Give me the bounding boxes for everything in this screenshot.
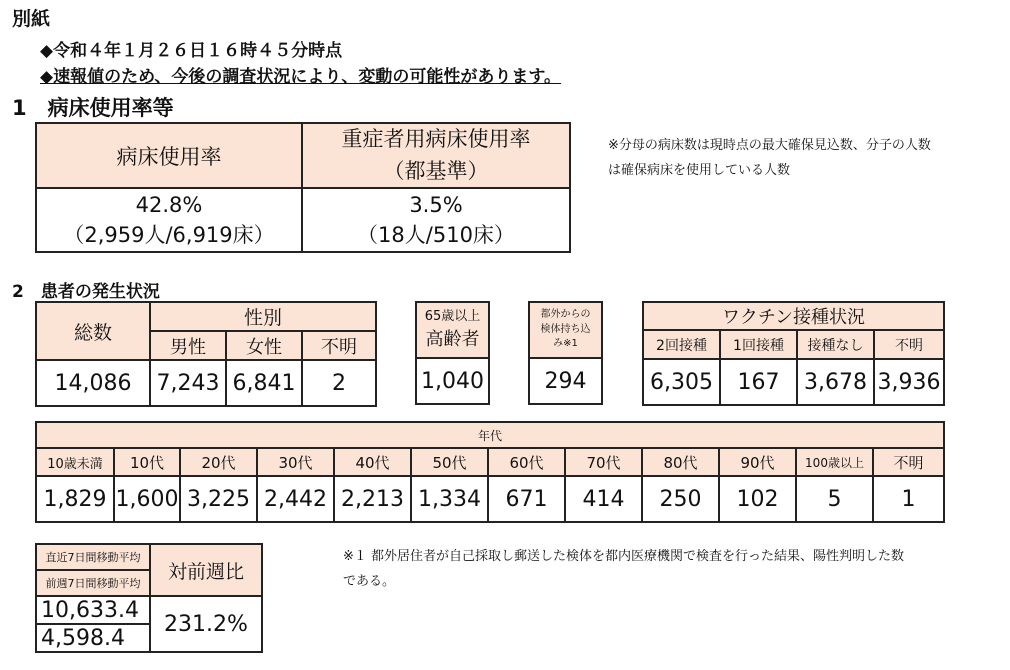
bed-usage-detail: （2,959人/6,919床） <box>63 223 275 247</box>
avg-prev-header: 前週7日間移動平均 <box>36 570 150 596</box>
gender-female-header: 女性 <box>226 331 302 360</box>
outside-header-line3: み※1 <box>553 338 578 350</box>
outside-samples-table <box>528 301 603 405</box>
outside-header-line2: 検体持ち込 <box>540 323 591 335</box>
age-header-100plus: 100歳以上 <box>796 448 873 476</box>
age-group-table <box>35 421 945 523</box>
age-value-80s: 250 <box>642 476 719 522</box>
elderly-header <box>416 302 489 358</box>
bed-usage-note <box>608 134 931 183</box>
gender-male-header: 男性 <box>150 331 226 360</box>
section2-title: 2 患者の発生状況 <box>12 282 160 302</box>
footnote-line1: ※１ 都外居住者が自己採取し郵送した検体を都内医療機関で検査を行った結果、陽性判明した数 <box>343 549 905 564</box>
bed-usage-rate: 42.8% <box>135 192 203 217</box>
age-header-70s: 70代 <box>565 448 642 476</box>
age-group-header: 年代 <box>36 422 944 448</box>
severe-bed-usage-rate: 3.5% <box>409 192 463 217</box>
age-value-10s: 1,600 <box>114 476 180 522</box>
age-header-90s: 90代 <box>719 448 796 476</box>
gender-unknown-header: 不明 <box>302 331 376 360</box>
outside-header-line1: 都外からの <box>540 309 591 321</box>
elderly-value: 1,040 <box>416 358 489 404</box>
age-value-30s: 2,442 <box>257 476 334 522</box>
age-value-under10: 1,829 <box>36 476 114 522</box>
total-header: 総数 <box>36 302 150 360</box>
bed-note-line2: は確保病床を使用している人数 <box>608 162 791 178</box>
age-value-50s: 1,334 <box>411 476 488 522</box>
bed-usage-value-cell <box>36 188 302 252</box>
bed-usage-table <box>35 122 571 253</box>
age-value-70s: 414 <box>565 476 642 522</box>
age-value-20s: 3,225 <box>180 476 257 522</box>
timestamp-text: ◆令和４年１月２６日１６時４５分時点 <box>40 41 343 61</box>
outside-samples-value: 294 <box>529 358 602 404</box>
section1-title: 1 病床使用率等 <box>12 96 174 120</box>
vaccination-header: ワクチン接種状況 <box>643 302 944 330</box>
footnote-line2: である。 <box>343 573 396 589</box>
bed-usage-header: 病床使用率 <box>36 123 302 188</box>
vaccine-unknown-header: 不明 <box>874 330 944 359</box>
wow-header: 対前週比 <box>150 544 262 596</box>
vaccine-none-value: 3,678 <box>797 359 874 405</box>
age-header-20s: 20代 <box>180 448 257 476</box>
vaccine-2dose-value: 6,305 <box>643 359 720 405</box>
age-header-unknown: 不明 <box>873 448 944 476</box>
moving-average-table <box>35 543 263 653</box>
age-header-60s: 60代 <box>488 448 565 476</box>
gender-header: 性別 <box>150 302 376 331</box>
avg-recent-value: 10,633.4 <box>36 596 150 624</box>
gender-male-value: 7,243 <box>150 360 226 406</box>
severe-bed-usage-value-cell <box>302 188 570 252</box>
age-header-80s: 80代 <box>642 448 719 476</box>
gender-unknown-value: 2 <box>302 360 376 406</box>
age-header-10s: 10代 <box>114 448 180 476</box>
attachment-label: 別紙 <box>12 8 51 30</box>
elderly-table <box>415 301 490 405</box>
outside-samples-header <box>529 302 602 358</box>
vaccination-table <box>642 301 945 406</box>
gender-female-value: 6,841 <box>226 360 302 406</box>
age-value-60s: 671 <box>488 476 565 522</box>
elderly-header-line2: 高齢者 <box>425 328 480 350</box>
vaccine-unknown-value: 3,936 <box>874 359 944 405</box>
age-header-under10: 10歳未満 <box>36 448 114 476</box>
vaccine-1dose-value: 167 <box>720 359 797 405</box>
vaccine-none-header: 接種なし <box>797 330 874 359</box>
age-value-unknown: 1 <box>873 476 944 522</box>
avg-recent-header: 直近7日間移動平均 <box>36 544 150 570</box>
age-value-90s: 102 <box>719 476 796 522</box>
age-value-100plus: 5 <box>796 476 873 522</box>
bed-note-line1: ※分母の病床数は現時点の最大確保見込数、分子の人数 <box>608 138 931 153</box>
age-header-50s: 50代 <box>411 448 488 476</box>
severe-bed-usage-header <box>302 123 570 188</box>
severe-bed-usage-detail: （18人/510床） <box>357 223 515 247</box>
vaccine-2dose-header: 2回接種 <box>643 330 720 359</box>
severe-bed-header-line1: 重症者用病床使用率 <box>341 127 531 151</box>
footnote <box>343 545 904 594</box>
age-header-30s: 30代 <box>257 448 334 476</box>
total-value: 14,086 <box>36 360 150 406</box>
notice-text: ◆速報値のため、今後の調査状況により、変動の可能性があります。 <box>40 67 562 87</box>
avg-prev-value: 4,598.4 <box>36 624 150 652</box>
elderly-header-line1: 65歳以上 <box>424 309 481 325</box>
age-header-40s: 40代 <box>334 448 411 476</box>
age-value-40s: 2,213 <box>334 476 411 522</box>
vaccine-1dose-header: 1回接種 <box>720 330 797 359</box>
severe-bed-header-line2: （都基準） <box>383 158 489 183</box>
wow-value: 231.2% <box>150 596 262 652</box>
patients-gender-table <box>35 301 377 407</box>
